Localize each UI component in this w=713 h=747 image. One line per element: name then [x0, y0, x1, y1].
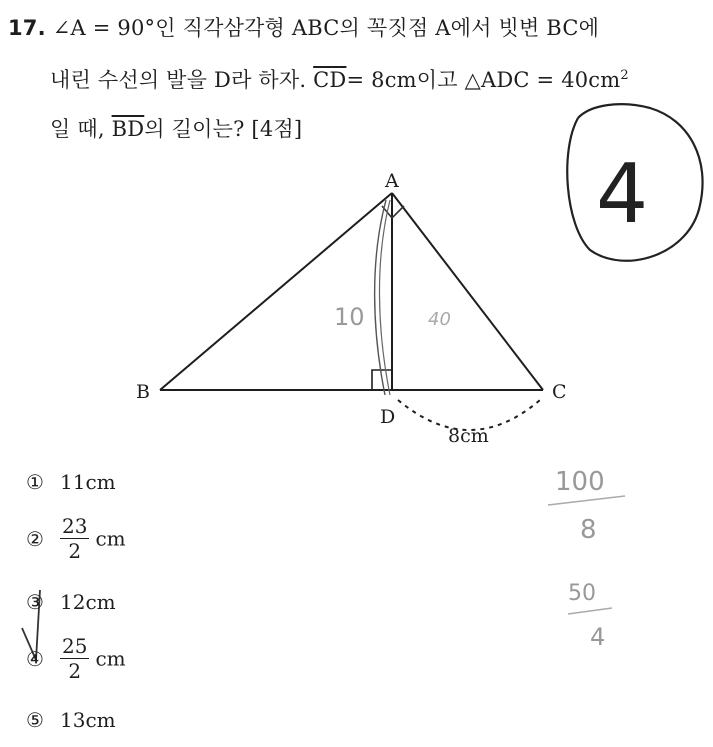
- label-cd-length: 8cm: [448, 425, 489, 447]
- segment-cd: $\overline{CD}$: [313, 68, 347, 92]
- label-a: A: [385, 170, 399, 192]
- choice-2-denominator: 2: [68, 539, 82, 563]
- choice-3-text: 12cm: [60, 590, 116, 614]
- handwritten-side-ad: 10: [334, 303, 365, 331]
- choice-2[interactable]: [26, 514, 126, 563]
- label-b: B: [136, 381, 150, 403]
- handwritten-calc-top: 100: [555, 467, 605, 497]
- choice-3-mark: ③: [26, 590, 44, 614]
- choice-5[interactable]: [26, 708, 116, 732]
- choice-2-mark: ②: [26, 526, 44, 551]
- handwritten-fraction-bar: [548, 496, 625, 505]
- problem-text-3a: 일 때,: [50, 117, 112, 141]
- segment-bd: $\overline{BD}$: [111, 117, 145, 141]
- handwritten-area-note: 40: [428, 309, 451, 330]
- choice-1[interactable]: [26, 470, 116, 494]
- label-c: C: [552, 381, 567, 403]
- handwritten-answer: 4: [596, 147, 649, 242]
- choice-2-numerator: 23: [62, 514, 88, 538]
- handwritten-calc2-bottom: 4: [590, 623, 606, 651]
- choice-3[interactable]: [26, 590, 116, 614]
- side-ab: [160, 193, 392, 390]
- handwritten-calc2-top: 50: [568, 581, 596, 606]
- problem-text-2b: = 8cm이고 △ADC = 40cm: [346, 68, 621, 92]
- choice-2-fraction: [60, 514, 89, 563]
- choice-4-numerator: 25: [62, 634, 88, 658]
- problem-text-2a: 내린 수선의 발을 D라 하자.: [50, 68, 314, 92]
- choice-4-unit: cm: [95, 646, 126, 671]
- handwritten-fraction-bar-2: [568, 608, 612, 614]
- choice-4-mark: ④: [26, 646, 44, 671]
- choice-5-text: 13cm: [60, 708, 116, 732]
- choice-4-fraction: [60, 634, 89, 683]
- problem-text-1: ∠A = 90°인 직각삼각형 ABC의 꼭짓점 A에서 빗변 BC에: [52, 16, 600, 40]
- handwritten-stroke: [379, 200, 390, 395]
- question-number: 17.: [8, 16, 46, 40]
- choice-4-denominator: 2: [68, 659, 82, 683]
- superscript-2: 2: [620, 68, 629, 83]
- choice-2-unit: cm: [95, 526, 126, 551]
- choice-1-text: 11cm: [60, 470, 116, 494]
- label-d: D: [380, 406, 396, 428]
- handwritten-calc-bottom: 8: [580, 515, 597, 545]
- choice-5-mark: ⑤: [26, 708, 44, 732]
- choice-4[interactable]: [26, 634, 126, 683]
- choice-1-mark: ①: [26, 470, 44, 494]
- problem-text-3b: 의 길이는? [4점]: [144, 117, 303, 141]
- side-ac: [392, 193, 543, 390]
